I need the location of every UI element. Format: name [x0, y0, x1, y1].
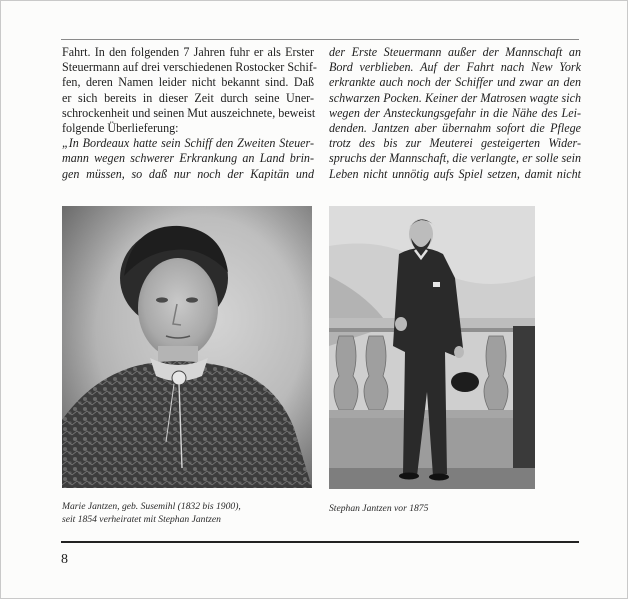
quote-line: denden. Jantzen aber übernahm sofort die Pflege	[329, 121, 581, 136]
portrait-photo-marie-jantzen	[62, 206, 312, 488]
caption-line: seit 1854 verheiratet mit Stephan Jantzen	[62, 513, 221, 525]
quote-line: Bord verblieben. Auf der Fahrt nach New York	[329, 60, 581, 75]
text-line: Steuermann auf drei verschiedenen Rostocker Schif-	[62, 60, 317, 75]
quote-line: der Erste Steuermann außer der Mannschaft an	[329, 45, 581, 59]
portrait-photo-stephan-jantzen	[329, 206, 535, 489]
quote-line: „In Bordeaux hatte sein Schiff den Zweiten Steuer-	[62, 136, 314, 151]
right-text-column	[329, 45, 581, 182]
portrait-illustration	[329, 206, 535, 489]
text-line: fen, deren Namen leider nicht bekannt sind. Daß	[62, 75, 314, 90]
portrait-illustration	[62, 206, 312, 488]
text-line: Fahrt. In den folgenden 7 Jahren fuhr er als Erster	[62, 45, 314, 59]
left-text-column	[62, 45, 317, 182]
quote-line: erkrankte auch noch der Schiffer und zwar an den	[329, 75, 581, 90]
text-line: er sich bereits in dieser Zeit durch seine Uner-	[62, 90, 314, 105]
quote-line: Leben nicht unnötig aufs Spiel setzen, damit nicht	[329, 166, 581, 181]
photo-caption-right: Stephan Jantzen vor 1875	[329, 503, 429, 514]
text-line: schrockenheit und seinen Mut auszeichnete, beweist	[62, 105, 316, 120]
quote-line: mann wegen schwerer Erkrankung an Land brin-	[62, 151, 314, 166]
caption-line: Marie Jantzen, geb. Susemihl (1832 bis 1900),	[62, 501, 241, 512]
photo-caption-left	[62, 501, 312, 526]
bottom-rule	[61, 541, 579, 543]
quote-line: trotz des bis zur Meuterei gesteigerten Wider-	[329, 136, 581, 151]
quote-line: spruchs der Mannschaft, die verlangte, er solle sein	[329, 151, 581, 166]
quote-line: schwarzen Pocken. Keiner der Matrosen wagte sich	[329, 90, 581, 105]
quote-line: gen müssen, so daß nur noch der Kapitän und	[62, 166, 314, 181]
text-line: folgende Überlieferung:	[62, 121, 179, 136]
page-number: 8	[61, 552, 68, 567]
quote-line: wegen der Ansteckungsgefahr in die Nähe des Lei-	[329, 105, 581, 120]
top-rule	[61, 39, 579, 40]
